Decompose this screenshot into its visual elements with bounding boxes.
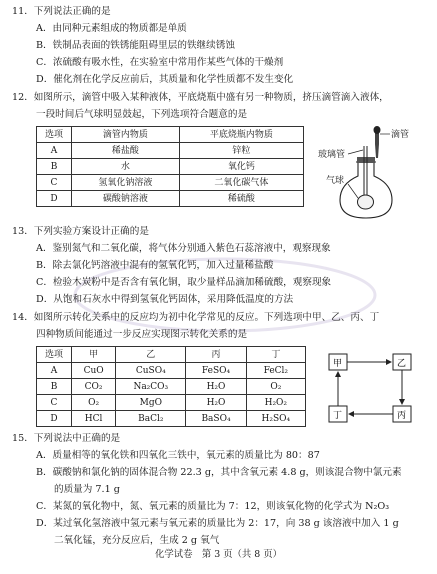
table-cell: 氧化钙 xyxy=(179,159,303,175)
table-row xyxy=(37,379,306,395)
table-cell: H₂SO₄ xyxy=(246,411,305,427)
table-cell: FeSO₄ xyxy=(186,363,246,379)
table-header-cell: 丁 xyxy=(246,347,305,363)
q11-stem: 11．下列说法正确的是 xyxy=(12,6,111,17)
q12-table xyxy=(36,126,304,207)
q12-stem-line2: 一段时间后气球明显鼓起，下列选项符合题意的是 xyxy=(36,109,248,120)
table-cell: 稀硫酸 xyxy=(179,191,303,207)
table-header-cell: 选项 xyxy=(37,127,72,143)
q15-option-a: A．质量相等的氧化铁和四氧化三铁中，氧元素的质量比为 80：87 xyxy=(36,450,320,461)
table-cell: CuSO₄ xyxy=(116,363,186,379)
table-cell: H₂O xyxy=(186,379,246,395)
table-cell: CuO xyxy=(72,363,116,379)
q11-option-a: A．由同种元素组成的物质都是单质 xyxy=(36,23,187,34)
table-cell: B xyxy=(37,379,72,395)
table-cell: O₂ xyxy=(246,379,305,395)
q13-option-a: A．鉴别氮气和二氧化碳，将气体分别通入紫色石蕊溶液中，观察现象 xyxy=(36,243,331,254)
table-header-cell: 甲 xyxy=(72,347,116,363)
table-cell: A xyxy=(37,143,72,159)
label-balloon: 气球 xyxy=(326,176,345,186)
table-row xyxy=(37,363,306,379)
flask-apparatus-diagram xyxy=(318,124,433,224)
q15-stem: 15．下列说法中正确的是 xyxy=(12,433,121,444)
table-cell: 锌粒 xyxy=(179,143,303,159)
node-jia: 甲 xyxy=(333,359,343,369)
table-cell: 氢氧化钠溶液 xyxy=(72,175,180,191)
label-dropper: 滴管 xyxy=(391,130,410,140)
q15-option-b-cont: 的质量为 7.1 g xyxy=(54,484,120,495)
node-ding: 丁 xyxy=(333,411,343,421)
table-cell: 稀盐酸 xyxy=(72,143,180,159)
table-cell: 水 xyxy=(72,159,180,175)
table-header-row xyxy=(37,127,304,143)
q13-option-b: B．除去氯化钙溶液中混有的氢氧化钙，加入过量稀盐酸 xyxy=(36,260,274,271)
q15-option-d: D．某过氧化氢溶液中氢元素与氧元素的质量比为 2：17，向 38 g 该溶液中加入 1 g xyxy=(36,518,399,529)
table-header-cell: 滴管内物质 xyxy=(72,127,180,143)
q15-option-d-cont: 二氧化锰，充分反应后，生成 2 g 氧气 xyxy=(54,535,220,546)
table-cell: 二氧化碳气体 xyxy=(179,175,303,191)
q13-stem: 13．下列实验方案设计正确的是 xyxy=(12,226,149,237)
table-cell: 碳酸钠溶液 xyxy=(72,191,180,207)
table-header-cell: 乙 xyxy=(116,347,186,363)
q11-option-c: C．浓硫酸有吸水性，在实验室中常用作某些气体的干燥剂 xyxy=(36,57,284,68)
q12-stem-line1: 12．如图所示，滴管中吸入某种液体，平底烧瓶中盛有另一种物质，挤压滴管滴入液体， xyxy=(12,92,389,103)
node-yi: 乙 xyxy=(397,359,407,369)
q14-stem-line1: 14．如图所示转化关系中的反应均为初中化学常见的反应。下列选项中甲、乙、丙、丁 xyxy=(12,312,380,323)
table-cell: HCl xyxy=(72,411,116,427)
table-cell: Na₂CO₃ xyxy=(116,379,186,395)
node-bing: 丙 xyxy=(397,411,407,421)
page-footer: 化学试卷 第 3 页（共 8 页） xyxy=(155,549,282,560)
table-cell: B xyxy=(37,159,72,175)
table-header-cell: 选项 xyxy=(37,347,72,363)
table-row xyxy=(37,395,306,411)
table-cell: H₂O₂ xyxy=(246,395,305,411)
table-row xyxy=(37,159,304,175)
table-cell: C xyxy=(37,175,72,191)
q15-option-b: B．碳酸钠和氯化钠的固体混合物 22.3 g，其中含氧元素 4.8 g，则该混合物中氯元素 xyxy=(36,467,402,478)
table-cell: H₂O xyxy=(186,395,246,411)
q11-option-b: B．铁制品表面的铁锈能阻碍里层的铁继续锈蚀 xyxy=(36,40,235,51)
table-row xyxy=(37,191,304,207)
table-cell: D xyxy=(37,191,72,207)
table-cell: CO₂ xyxy=(72,379,116,395)
table-row xyxy=(37,175,304,191)
table-cell: C xyxy=(37,395,72,411)
table-cell: BaSO₄ xyxy=(186,411,246,427)
table-cell: O₂ xyxy=(72,395,116,411)
q11-option-d: D．催化剂在化学反应前后，其质量和化学性质都不发生变化 xyxy=(36,74,294,85)
q14-table xyxy=(36,346,306,427)
table-cell: MgO xyxy=(116,395,186,411)
q15-option-c: C．某氮的氧化物中，氮、氧元素的质量比为 7：12，则该氧化物的化学式为 N₂O₃ xyxy=(36,501,390,512)
table-header-row xyxy=(37,347,306,363)
q13-option-d: D．从饱和石灰水中得到氢氧化钙固体，采用降低温度的方法 xyxy=(36,294,294,305)
table-header-cell: 丙 xyxy=(186,347,246,363)
q13-option-c: C．检验木炭粉中是否含有氧化铜，取少量样品滴加稀硫酸，观察现象 xyxy=(36,277,332,288)
table-cell: FeCl₂ xyxy=(246,363,305,379)
table-cell: A xyxy=(37,363,72,379)
q14-stem-line2: 四种物质间能通过一步反应实现图示转化关系的是 xyxy=(36,329,248,340)
table-row xyxy=(37,411,306,427)
label-glass-tube: 玻璃管 xyxy=(318,150,346,160)
table-cell: BaCl₂ xyxy=(116,411,186,427)
conversion-diagram xyxy=(325,350,417,428)
table-cell: D xyxy=(37,411,72,427)
table-row xyxy=(37,143,304,159)
table-header-cell: 平底烧瓶内物质 xyxy=(179,127,303,143)
